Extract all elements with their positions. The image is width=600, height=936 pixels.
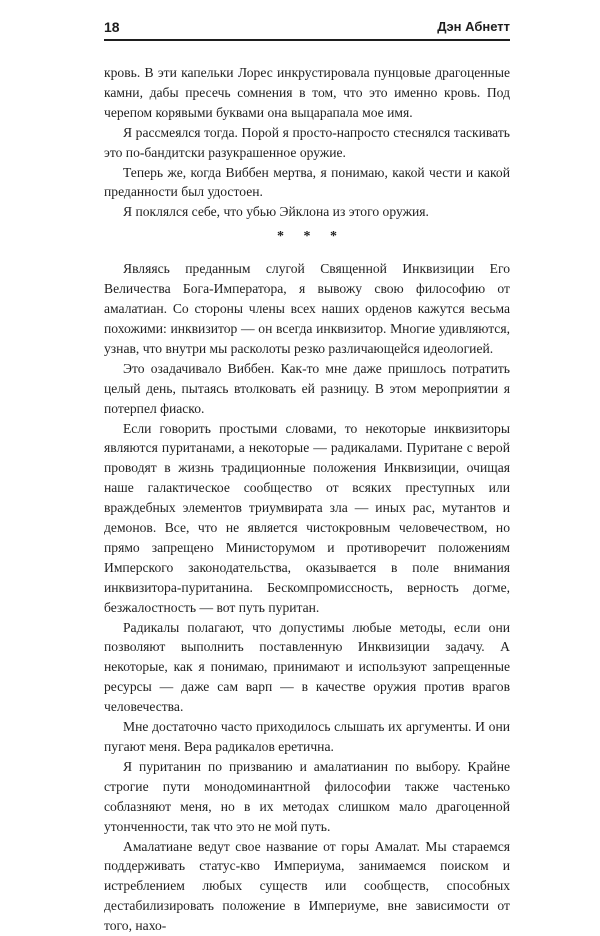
- header-rule: [104, 39, 510, 41]
- paragraph: Я поклялся себе, что убью Эйклона из этого оружия.: [123, 204, 429, 220]
- paragraph: кровь. В эти капельки Лорес инкрустировала пунцовые драгоценные камни, дабы пресечь сомнения в том, что это именно кровь. Под черепом корявыми буквами она выцарапала мое имя.: [104, 65, 510, 120]
- paragraph: Я пуританин по призванию и амалатианин по выбору. Крайне строгие пути монодоминантной философии также частенько соблазняют меня, но в их методах слишком мало драгоценной утонченности, так что это не мой путь.: [104, 758, 510, 834]
- running-head-author: Дэн Абнетт: [437, 19, 510, 34]
- paragraph: Мне достаточно часто приходилось слышать их аргументы. И они пугают меня. Вера радикалов еретична.: [104, 719, 510, 754]
- page-number: 18: [104, 19, 120, 35]
- page-header: [104, 15, 510, 41]
- section-separator: * * *: [277, 229, 345, 245]
- paragraph: Если говорить простыми словами, то некоторые инквизиторы являются пуританами, а некоторые — радикалами. Пуритане с верой проводят в жизнь традиционные положения Инквизиции, очищая наше галактическое сообщество от всяких преступных или враждебных элементов триумвирата зла — иных рас, мутантов и демонов. Все, что не является чистокровным человечеством, но прямо запрещено Министорумом и противоречит положениям Имперского законодательства, оказывается в поле внимания инквизитора-пуританина. Бескомпромиссность, верность догме, безжалостность — вот путь пуритан.: [104, 420, 510, 615]
- paragraph: Радикалы полагают, что допустимы любые методы, если они позволяют выполнить поставленную Инквизиции задачу. А некоторые, как я понимаю, принимают и используют запрещенные ресурсы — даже сам варп — в качестве оружия против врагов человечества.: [104, 619, 510, 715]
- paragraph: Являясь преданным слугой Священной Инквизиции Его Величества Бога-Императора, я вывожу свою философию от амалатиан. Со стороны члены всех наших орденов кажутся весьма похожими: инквизитор — он всегда инквизитор. Многие удивляются, узнав, что внутри мы расколоты резко различающейся идеологией.: [104, 261, 510, 356]
- paragraph: Амалатиане ведут свое название от горы Амалат. Мы стараемся поддерживать статус-кво Империума, занимаемся поиском и истреблением любых существ или сообществ, способных дестабилизировать положение в Империуме, вне зависимости от того, нахо-: [104, 838, 510, 934]
- paragraph: Это озадачивало Виббен. Как-то мне даже пришлось потратить целый день, пытаясь втолковать ей разницу. В этом мероприятии я потерпел фиаско.: [104, 360, 510, 416]
- paragraph: Я рассмеялся тогда. Порой я просто-напросто стеснялся таскивать это по-бандитски разукрашенное оружие.: [104, 124, 510, 160]
- body-text: [104, 63, 510, 936]
- paragraph: Теперь же, когда Виббен мертва, я понимаю, какой чести и какой преданности был удостоен.: [104, 164, 510, 200]
